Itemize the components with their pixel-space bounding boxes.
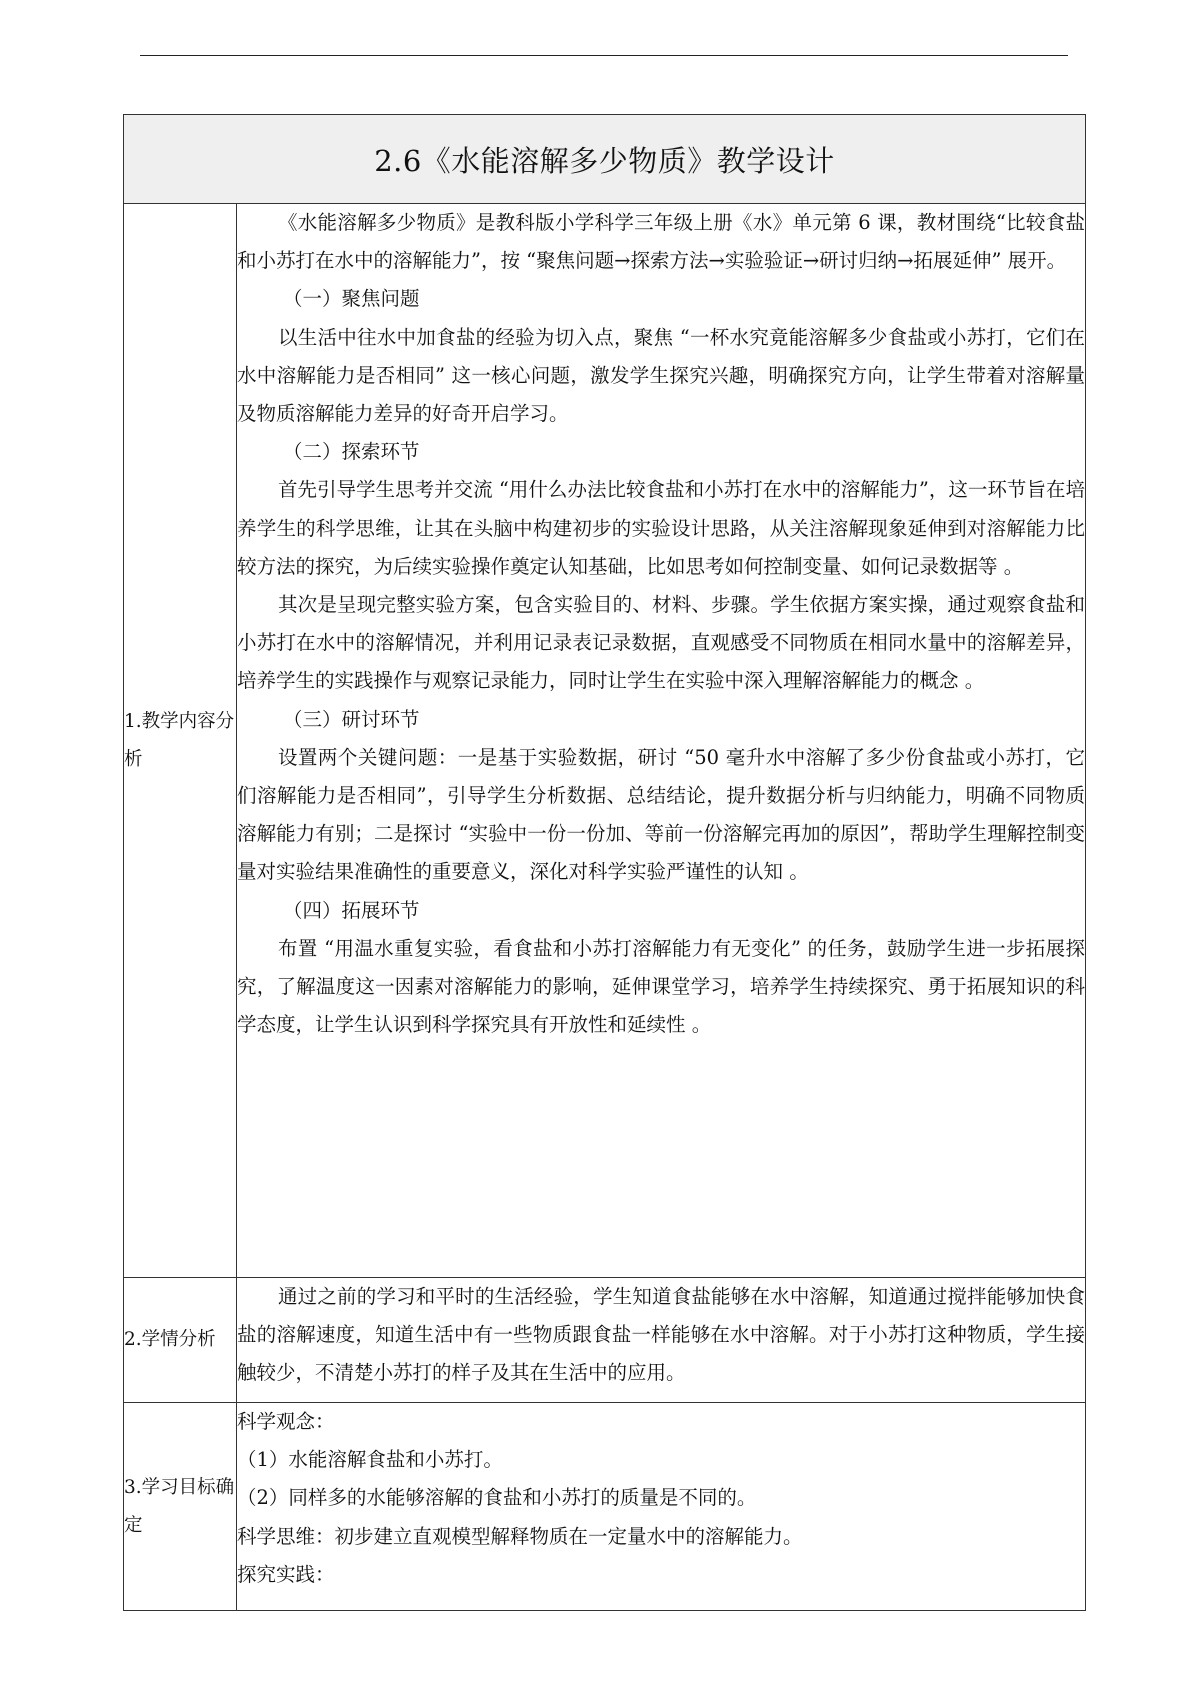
section-heading: （四）拓展环节	[283, 898, 420, 922]
paragraph: 以生活中往水中加食盐的经验为切入点，聚焦 “一杯水究竟能溶解多少食盐或小苏打，它们在水中溶解能力是否相同” 这一核心问题，激发学生探究兴趣，明确探究方向，让学生带着对溶解量及物质溶解能力差异的好奇开启学习。	[237, 325, 1085, 426]
section-heading: （一）聚焦问题	[283, 287, 420, 311]
table-row-content-analysis	[124, 204, 1086, 1278]
goal-line: 探究实践：	[237, 1562, 335, 1586]
lesson-plan-table	[123, 114, 1086, 1611]
paragraph: 布置 “用温水重复实验，看食盐和小苏打溶解能力有无变化” 的任务，鼓励学生进一步拓展探究，了解温度这一因素对溶解能力的影响，延伸课堂学习，培养学生持续探究、勇于拓展知识的科学态度，让学生认识到科学探究具有开放性和延续性 。	[237, 936, 1085, 1037]
row-label: 2.学情分析	[124, 1278, 237, 1403]
goal-line: （2）同样多的水能够溶解的食盐和小苏打的质量是不同的。	[237, 1486, 757, 1510]
row-content	[237, 1403, 1086, 1611]
title-cell	[124, 115, 1086, 204]
paragraph: 《水能溶解多少物质》是教科版小学科学三年级上册《水》单元第 6 课，教材围绕“比较食盐和小苏打在水中的溶解能力”，按 “聚焦问题→探索方法→实验验证→研讨归纳→拓展延伸” 展开。	[237, 211, 1085, 273]
title-row	[124, 115, 1086, 204]
goal-line: （1）水能溶解食盐和小苏打。	[237, 1448, 503, 1472]
row-content	[237, 1278, 1086, 1403]
table-row-learning-goals	[124, 1403, 1086, 1611]
row-label: 3.学习目标确定	[124, 1403, 237, 1611]
section-heading: （二）探索环节	[283, 440, 420, 464]
row-label: 1.教学内容分析	[124, 204, 237, 1278]
document-title: 2.6《水能溶解多少物质》教学设计	[374, 143, 835, 178]
goal-line: 科学观念：	[237, 1410, 335, 1433]
paragraph: 设置两个关键问题：一是基于实验数据，研讨 “50 毫升水中溶解了多少份食盐或小苏打，它们溶解能力是否相同”，引导学生分析数据、总结结论，提升数据分析与归纳能力，明确不同物质溶解能力有别；二是探讨 “实验中一份一份加、等前一份溶解完再加的原因”，帮助学生理解控制变量对实验结果准确性的重要意义，深化对科学实验严谨性的认知 。	[237, 745, 1085, 884]
paragraph: 通过之前的学习和平时的生活经验，学生知道食盐能够在水中溶解，知道通过搅拌能够加快食盐的溶解速度，知道生活中有一些物质跟食盐一样能够在水中溶解。对于小苏打这种物质，学生接触较少，不清楚小苏打的样子及其在生活中的应用。	[237, 1285, 1085, 1385]
header-rule	[140, 55, 1068, 56]
paragraph: 其次是呈现完整实验方案，包含实验目的、材料、步骤。学生依据方案实操，通过观察食盐和小苏打在水中的溶解情况，并利用记录表记录数据，直观感受不同物质在相同水量中的溶解差异，培养学生的实践操作与观察记录能力，同时让学生在实验中深入理解溶解能力的概念 。	[237, 593, 1085, 693]
table-row-learner-analysis	[124, 1278, 1086, 1403]
goal-line: 科学思维：初步建立直观模型解释物质在一定量水中的溶解能力。	[237, 1524, 803, 1548]
row-content	[237, 204, 1086, 1278]
section-heading: （三）研讨环节	[283, 707, 420, 731]
paragraph: 首先引导学生思考并交流 “用什么办法比较食盐和小苏打在水中的溶解能力”，这一环节旨在培养学生的科学思维，让其在头脑中构建初步的实验设计思路，从关注溶解现象延伸到对溶解能力比较方法的探究，为后续实验操作奠定认知基础，比如思考如何控制变量、如何记录数据等 。	[237, 478, 1085, 578]
